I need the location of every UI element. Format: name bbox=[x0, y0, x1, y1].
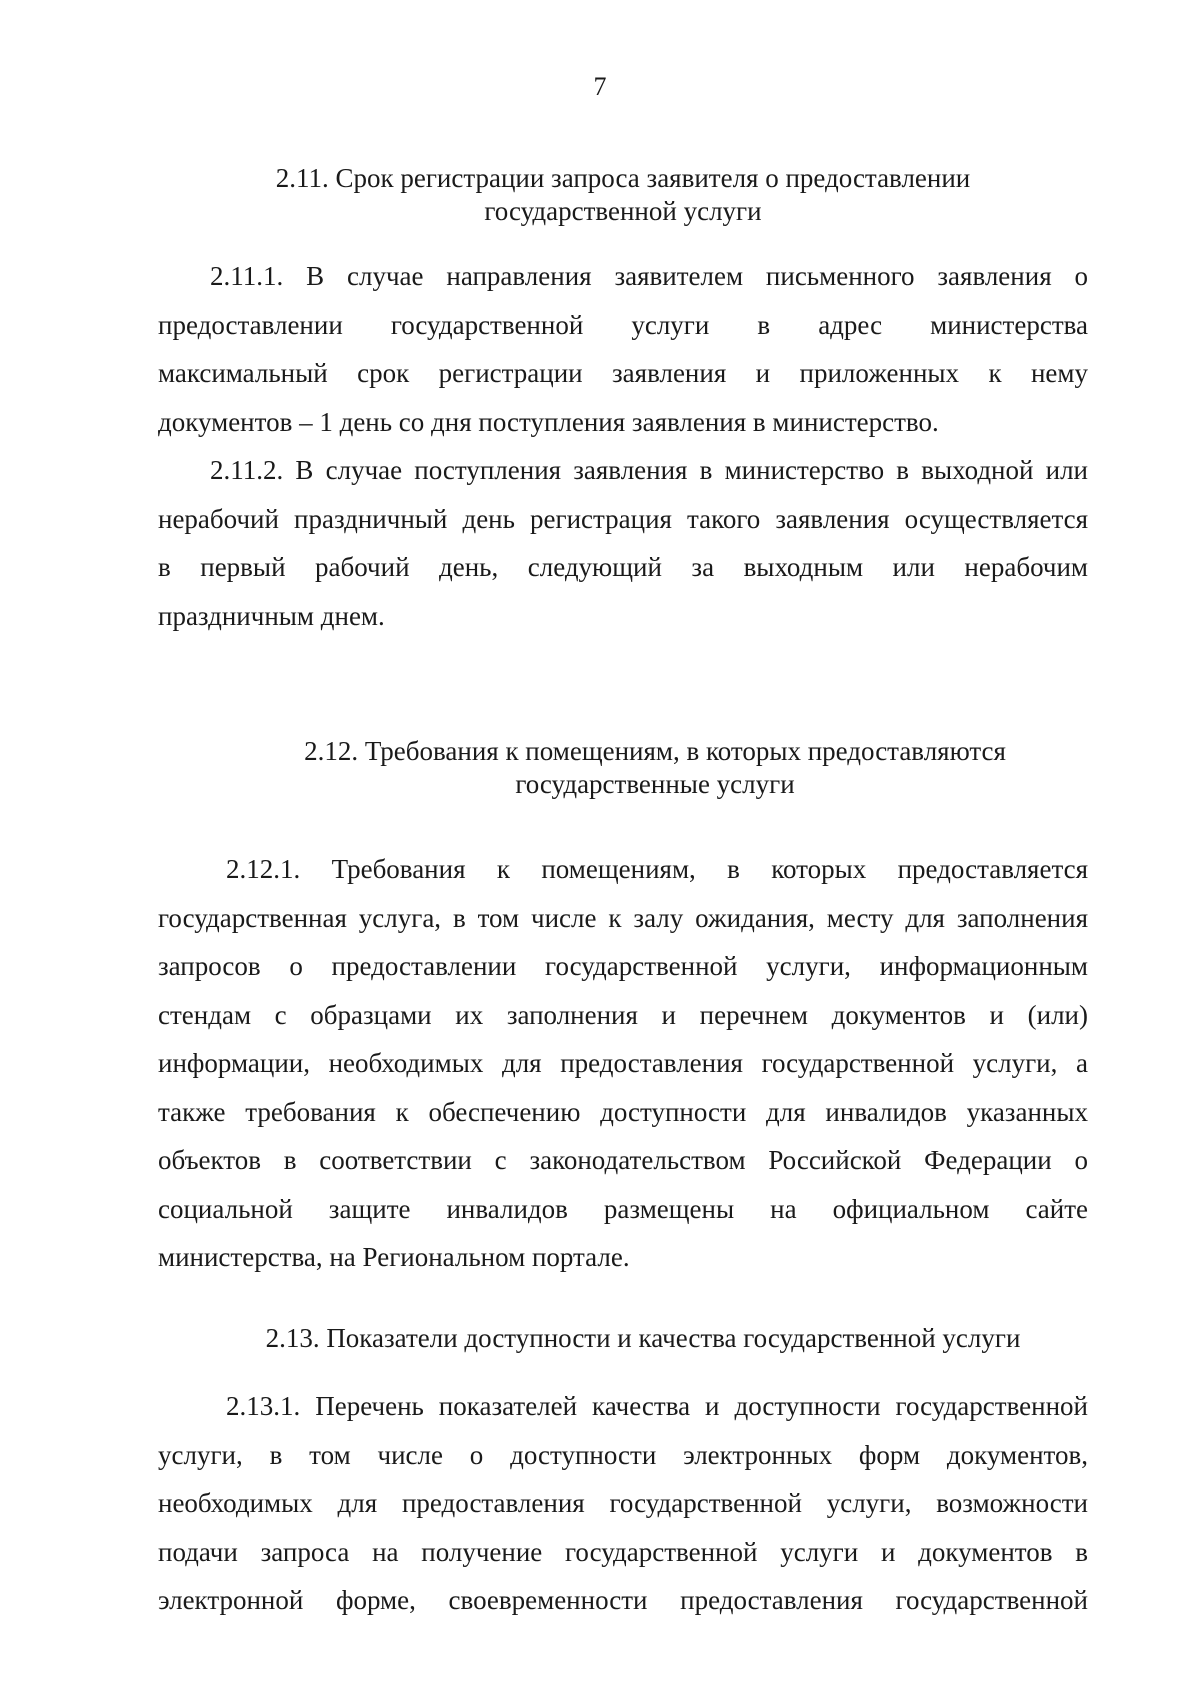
heading-line: 2.12. Требования к помещениям, в которых предоставляются bbox=[304, 736, 1006, 766]
text-line: в первый рабочий день, следующий за выходным или нерабочим bbox=[158, 552, 1088, 582]
section-heading-2-13 bbox=[158, 1322, 1088, 1355]
text-line: документов – 1 день со дня поступления заявления в министерство. bbox=[158, 406, 939, 437]
page-number: 7 bbox=[593, 72, 607, 101]
text-line: подачи запроса на получение государственной услуги и документов в bbox=[158, 1536, 1088, 1567]
text-line: стендам с образцами их заполнения и перечнем документов и (или) bbox=[158, 999, 1088, 1030]
text-line: электронной форме, своевременности предоставления государственной bbox=[158, 1585, 1088, 1615]
text-line: запросов о предоставлении государственной услуги, информационным bbox=[158, 951, 1088, 981]
text-line: услуги, в том числе о доступности электронных форм документов, bbox=[158, 1439, 1088, 1470]
text-line: социальной защите инвалидов размещены на официальном сайте bbox=[158, 1193, 1088, 1224]
text-line: также требования к обеспечению доступности для инвалидов указанных bbox=[158, 1096, 1088, 1127]
paragraph-2-12-1 bbox=[158, 845, 1088, 1282]
text-line: нерабочий праздничный день регистрация такого заявления осуществляется bbox=[158, 503, 1088, 534]
text-line: максимальный срок регистрации заявления и приложенных к нему bbox=[158, 358, 1088, 388]
heading-line: государственные услуги bbox=[515, 769, 795, 799]
section-heading-2-12 bbox=[220, 735, 1090, 801]
text-line: 2.12.1. Требования к помещениям, в которых предоставляется bbox=[226, 854, 1088, 884]
text-line: объектов в соответствии с законодательством Российской Федерации о bbox=[158, 1145, 1088, 1175]
text-line: 2.13.1. Перечень показателей качества и доступности государственной bbox=[226, 1391, 1088, 1421]
heading-line: 2.11. Срок регистрации запроса заявителя о предоставлении bbox=[275, 163, 971, 193]
heading-line: 2.13. Показатели доступности и качества государственной услуги bbox=[265, 1323, 1021, 1353]
paragraph-2-13-1 bbox=[158, 1382, 1088, 1625]
text-line: информации, необходимых для предоставления государственной услуги, а bbox=[158, 1048, 1088, 1078]
text-line: праздничным днем. bbox=[158, 600, 385, 631]
heading-line: государственной услуги bbox=[484, 196, 762, 226]
text-line: министерства, на Региональном портале. bbox=[158, 1242, 630, 1272]
text-line: необходимых для предоставления государственной услуги, возможности bbox=[158, 1488, 1088, 1518]
paragraph-2-11-1 bbox=[158, 252, 1088, 446]
paragraph-2-11-2 bbox=[158, 446, 1088, 640]
text-line: 2.11.1. В случае направления заявителем письменного заявления о bbox=[210, 261, 1088, 291]
text-line: 2.11.2. В случае поступления заявления в министерство в выходной или bbox=[210, 455, 1088, 485]
text-line: предоставлении государственной услуги в адрес министерства bbox=[158, 309, 1088, 340]
section-heading-2-11 bbox=[158, 162, 1088, 228]
text-line: государственная услуга, в том числе к залу ожидания, месту для заполнения bbox=[158, 902, 1088, 933]
